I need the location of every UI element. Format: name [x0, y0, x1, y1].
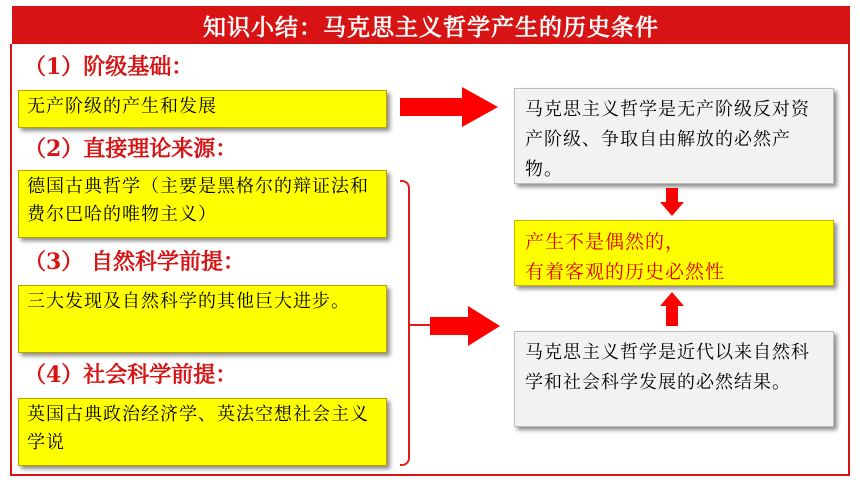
- right-arrow-icon: [400, 85, 500, 129]
- down-arrow-icon: [660, 188, 684, 216]
- text-box-theory-source: 德国古典哲学（主要是黑格尔的辩证法和费尔巴哈的唯物主义）: [18, 170, 387, 238]
- section-heading-social-science: （4）社会科学前提：: [24, 362, 238, 388]
- bracket-connector: [410, 322, 430, 328]
- conclusion-box-necessity: [514, 220, 834, 286]
- necessity-line-2: 有着客观的历史必然性: [525, 261, 726, 283]
- section-heading-theory-source: （2）直接理论来源：: [24, 136, 238, 162]
- text-box-class-basis: 无产阶级的产生和发展: [18, 90, 387, 128]
- conclusion-box-class: 马克思主义哲学是无产阶级反对资产阶级、争取自由解放的必然产物。: [514, 88, 834, 184]
- section-heading-class-basis: （1）阶级基础：: [24, 54, 194, 80]
- text-box-natural-science: 三大发现及自然科学的其他巨大进步。: [18, 285, 387, 353]
- group-bracket: [400, 180, 410, 466]
- up-arrow-icon: [660, 292, 684, 326]
- right-arrow-icon: [430, 304, 502, 348]
- page-title: 知识小结：马克思主义哲学产生的历史条件: [12, 6, 850, 44]
- text-box-social-science: 英国古典政治经济学、英法空想社会主义学说: [18, 398, 387, 466]
- necessity-line-1: 产生不是偶然的，: [525, 231, 686, 253]
- section-heading-natural-science: （3） 自然科学前提：: [24, 249, 245, 275]
- conclusion-box-science: 马克思主义哲学是近代以来自然科学和社会科学发展的必然结果。: [514, 331, 834, 427]
